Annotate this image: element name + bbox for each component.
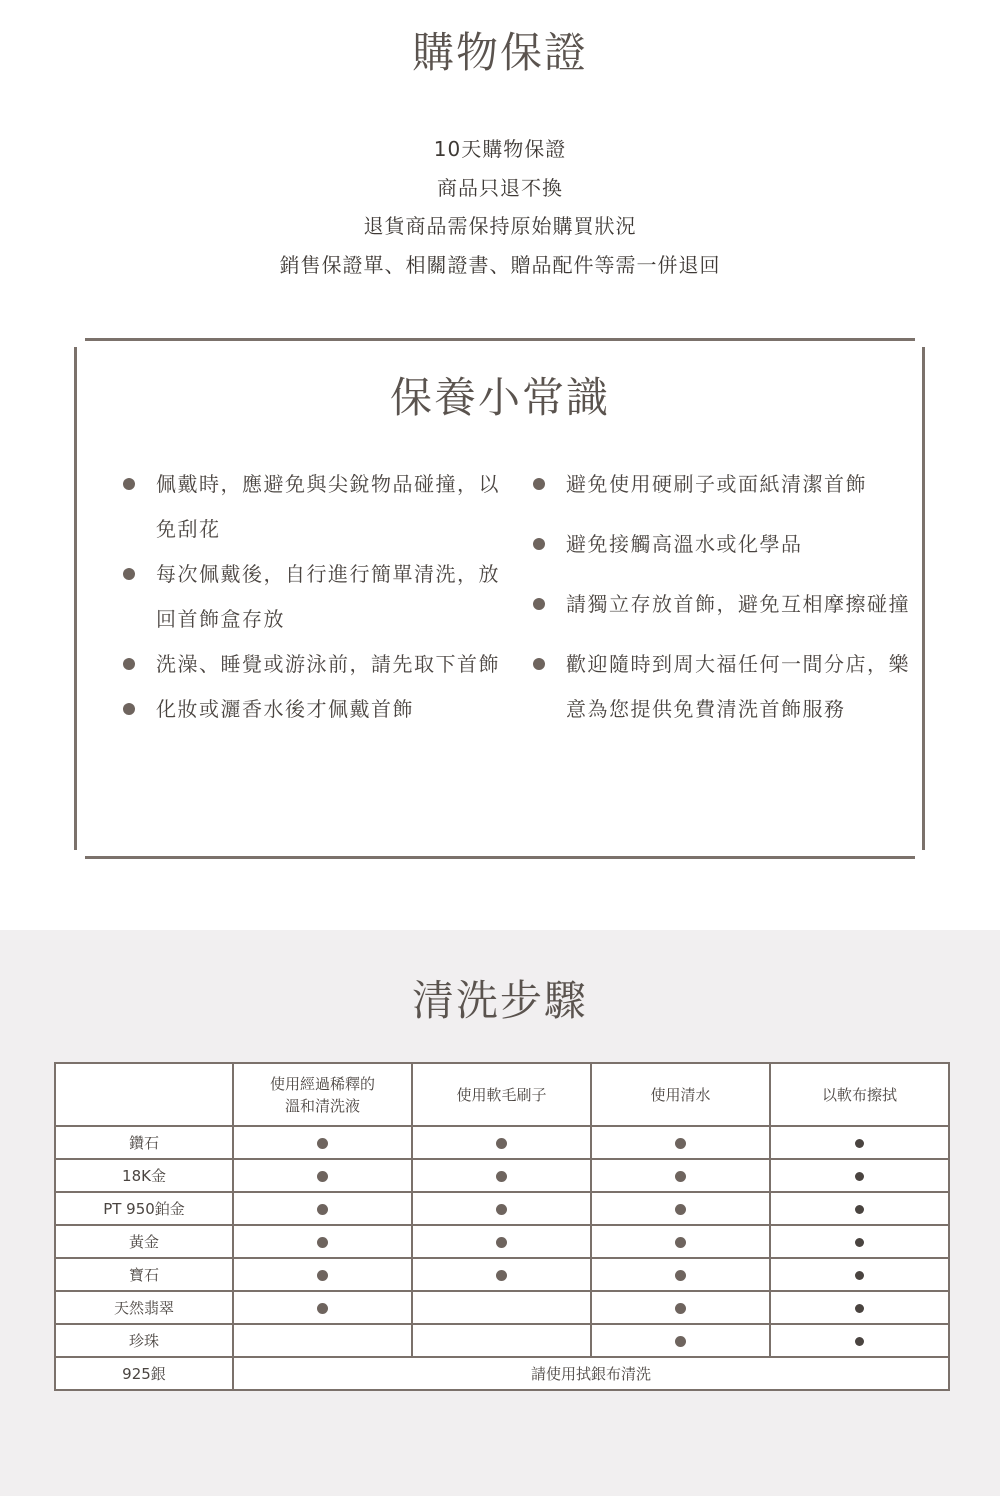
table-header-cell <box>55 1063 233 1126</box>
check-dot-icon <box>675 1171 686 1182</box>
table-row <box>55 1258 949 1291</box>
check-dot-icon <box>317 1204 328 1215</box>
check-dot-icon <box>496 1171 507 1182</box>
material-cell: 925銀 <box>55 1357 233 1390</box>
table-header-cell <box>233 1063 412 1126</box>
care-tip: 佩戴時，應避免與尖銳物品碰撞，以免刮花 <box>120 462 520 552</box>
material-cell: 黃金 <box>55 1225 233 1258</box>
mark-cell <box>233 1225 412 1258</box>
mark-cell <box>591 1291 770 1324</box>
silver-note-cell: 請使用拭銀布清洗 <box>233 1357 949 1390</box>
mark-cell <box>770 1291 949 1324</box>
care-title: 保養小常識 <box>389 373 610 422</box>
mark-cell <box>770 1225 949 1258</box>
table-row <box>55 1291 949 1324</box>
table-header-cell: 使用清水 <box>591 1063 770 1126</box>
table-row <box>55 1225 949 1258</box>
check-dot-icon <box>496 1237 507 1248</box>
check-dot-icon <box>855 1337 864 1346</box>
mark-cell <box>591 1324 770 1357</box>
check-dot-icon <box>855 1172 864 1181</box>
check-dot-icon <box>855 1271 864 1280</box>
check-dot-icon <box>317 1237 328 1248</box>
check-dot-icon <box>855 1205 864 1214</box>
care-tip: 歡迎隨時到周大福任何一間分店，樂意為您提供免費清洗首飾服務 <box>530 642 920 732</box>
mark-cell <box>770 1192 949 1225</box>
check-dot-icon <box>855 1238 864 1247</box>
mark-cell <box>591 1126 770 1159</box>
mark-cell <box>233 1291 412 1324</box>
mark-cell <box>770 1324 949 1357</box>
guarantee-line: 退貨商品需保持原始購買狀況 <box>363 214 637 238</box>
mark-cell <box>591 1258 770 1291</box>
check-dot-icon <box>675 1270 686 1281</box>
table-row <box>55 1324 949 1357</box>
mark-cell <box>233 1324 412 1357</box>
material-cell: 鑽石 <box>55 1126 233 1159</box>
care-tips-right <box>530 462 920 747</box>
guarantee-line: 商品只退不換 <box>437 175 563 200</box>
mark-cell <box>412 1225 591 1258</box>
table-header-cell: 使用軟毛刷子 <box>412 1063 591 1126</box>
check-dot-icon <box>496 1138 507 1149</box>
mark-cell <box>412 1324 591 1357</box>
mark-cell <box>412 1126 591 1159</box>
table-row <box>55 1159 949 1192</box>
check-dot-icon <box>675 1138 686 1149</box>
mark-cell <box>233 1159 412 1192</box>
mark-cell <box>770 1258 949 1291</box>
check-dot-icon <box>317 1303 328 1314</box>
care-tip: 每次佩戴後，自行進行簡單清洗，放回首飾盒存放 <box>120 552 520 642</box>
care-tips-left <box>120 462 520 732</box>
check-dot-icon <box>675 1237 686 1248</box>
guarantee-line: 銷售保證單、相關證書、贈品配件等需一併退回 <box>279 252 721 277</box>
care-tip: 請獨立存放首飾，避免互相摩擦碰撞 <box>530 582 920 627</box>
check-dot-icon <box>675 1336 686 1347</box>
cleaning-title: 清洗步驟 <box>411 976 588 1025</box>
table-body <box>55 1126 949 1390</box>
check-dot-icon <box>496 1270 507 1281</box>
care-frame-bottom-line <box>85 856 915 859</box>
mark-cell <box>412 1291 591 1324</box>
mark-cell <box>412 1258 591 1291</box>
guarantee-lines <box>0 130 1000 284</box>
mark-cell <box>233 1192 412 1225</box>
check-dot-icon <box>855 1139 864 1148</box>
check-dot-icon <box>855 1304 864 1313</box>
check-dot-icon <box>675 1303 686 1314</box>
cleaning-table <box>54 1062 950 1391</box>
material-cell: PT 950鉑金 <box>55 1192 233 1225</box>
table-header-cell: 以軟布擦拭 <box>770 1063 949 1126</box>
mark-cell <box>233 1126 412 1159</box>
mark-cell <box>591 1192 770 1225</box>
table-row <box>55 1357 949 1390</box>
care-tip: 化妝或灑香水後才佩戴首飾 <box>120 687 520 732</box>
table-header-row <box>55 1063 949 1126</box>
check-dot-icon <box>496 1204 507 1215</box>
check-dot-icon <box>675 1204 686 1215</box>
table-header-text: 使用經過稀釋的溫和清洗液 <box>269 1074 375 1115</box>
check-dot-icon <box>317 1270 328 1281</box>
material-cell: 寶石 <box>55 1258 233 1291</box>
table-row <box>55 1192 949 1225</box>
care-tip: 避免使用硬刷子或面紙清潔首飾 <box>530 462 920 507</box>
care-frame-top-line <box>85 338 915 341</box>
mark-cell <box>233 1258 412 1291</box>
mark-cell <box>591 1159 770 1192</box>
care-tip: 洗澡、睡覺或游泳前，請先取下首飾 <box>120 642 520 687</box>
material-cell: 18K金 <box>55 1159 233 1192</box>
material-cell: 天然翡翠 <box>55 1291 233 1324</box>
mark-cell <box>770 1126 949 1159</box>
check-dot-icon <box>317 1138 328 1149</box>
check-dot-icon <box>317 1171 328 1182</box>
guarantee-title: 購物保證 <box>411 28 588 77</box>
mark-cell <box>770 1159 949 1192</box>
mark-cell <box>412 1192 591 1225</box>
care-tip: 避免接觸高溫水或化學品 <box>530 522 920 567</box>
mark-cell <box>591 1225 770 1258</box>
table-row <box>55 1126 949 1159</box>
material-cell: 珍珠 <box>55 1324 233 1357</box>
guarantee-line: 10天購物保證 <box>433 137 567 161</box>
mark-cell <box>412 1159 591 1192</box>
